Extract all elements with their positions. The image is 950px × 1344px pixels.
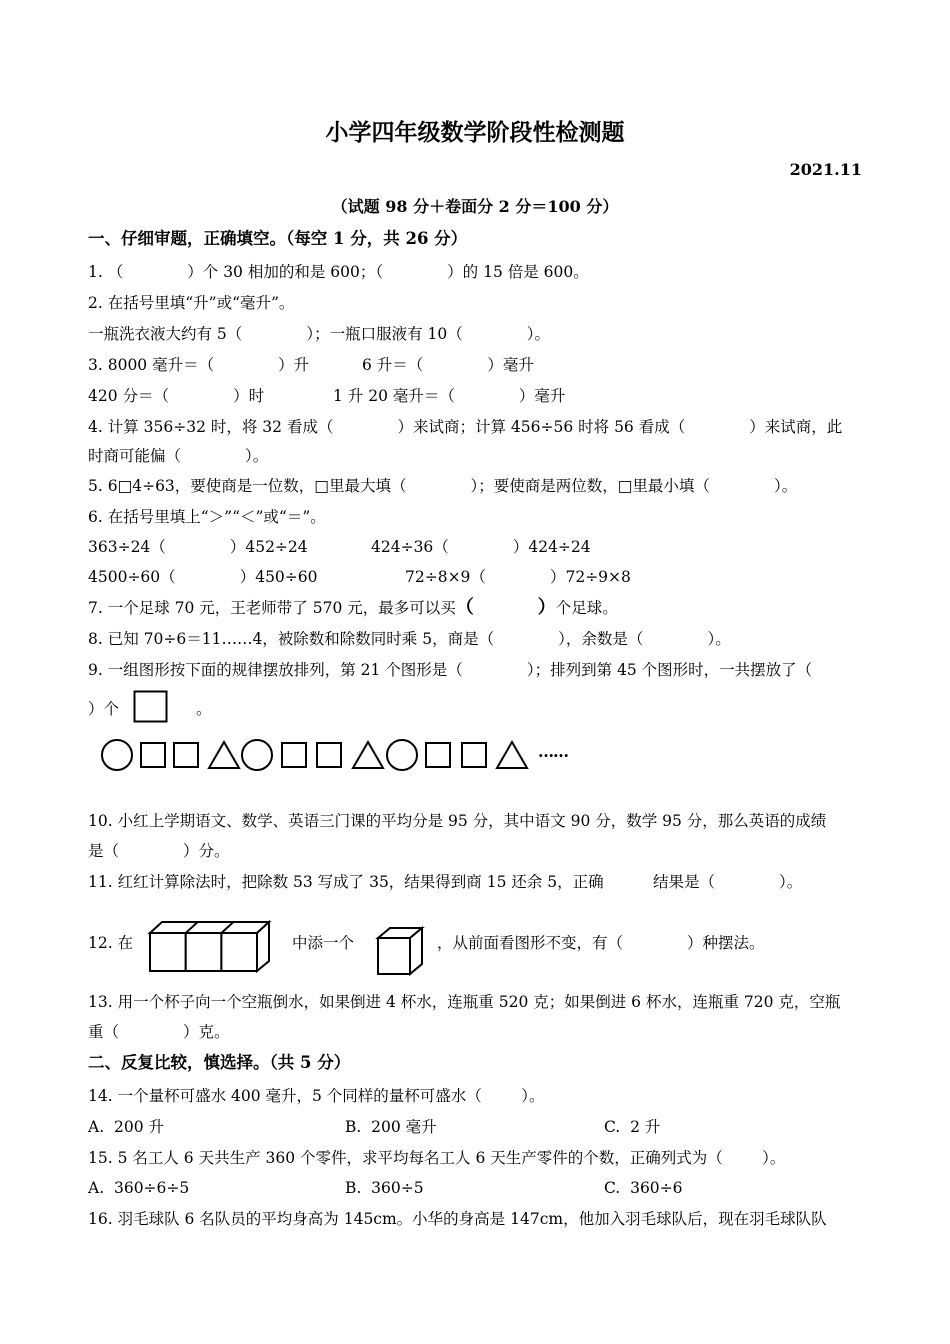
square-icon [133,690,169,724]
question-14-option-b: B. 200 毫升 [345,1118,437,1136]
question-7 [88,598,618,618]
question-6-d: 72÷8×9（ ）72÷9×8 [405,568,631,586]
shape-pattern [100,737,590,773]
question-11: 11. 红红计算除法时，把除数 53 写成了 35，结果得到商 15 还余 5，正确 结果是（ ）。 [88,873,803,891]
question-9-line-2a: ）个 [88,700,120,718]
square-shape [282,743,306,767]
question-2-items: 一瓶洗衣液大约有 5（ ）；一瓶口服液有 10（ ）。 [88,325,551,343]
question-15-option-c: C. 360÷6 [604,1179,683,1197]
question-16-stem: 16. 羽毛球队 6 名队员的平均身高为 145cm。小华的身高是 147cm，他加入羽毛球队后，现在羽毛球队队 [88,1210,827,1228]
question-3-c: 420 分＝（ ）时 [88,387,265,405]
question-4-line-2: 时商可能偏（ ）。 [88,447,269,465]
square-shape [426,743,450,767]
exam-date: 2021.11 [789,160,862,179]
pattern-ellipsis: …… [538,742,568,761]
question-15-stem: 15. 5 名工人 6 天共生产 360 个零件，求平均每名工人 6 天生产零件的个数，正确列式为（ ）。 [88,1149,786,1167]
question-6-stem: 6. 在括号里填上“＞”“＜”或“＝”。 [88,508,326,526]
question-6-c: 4500÷60（ ）450÷60 [88,568,318,586]
question-15-option-a: A. 360÷6÷5 [88,1179,190,1197]
question-7-text: 7. 一个足球 70 元，王老师带了 570 元，最多可以买 [88,599,456,617]
triangle-shape [497,742,527,768]
single-cube-icon [376,926,424,976]
question-7-open-paren: （ [455,597,474,618]
three-cube-row-icon [148,913,272,975]
question-15-option-b: B. 360÷5 [345,1179,424,1197]
score-note: （试题 98 分＋卷面分 2 分＝100 分） [331,197,619,216]
question-14-option-a: A. 200 升 [88,1118,164,1136]
question-10-line-1: 10. 小红上学期语文、数学、英语三门课的平均分是 95 分，其中语文 90 分，数学 95 分，那么英语的成绩 [88,812,827,830]
circle-shape [387,740,417,770]
question-7-close-paren: ） [537,597,556,618]
question-3-d: 1 升 20 毫升＝（ ）毫升 [333,387,566,405]
section-heading-1: 一、仔细审题，正确填空。（每空 1 分，共 26 分） [88,229,468,248]
question-7-blank [474,599,538,617]
question-3-b: 6 升＝（ ）毫升 [362,356,534,374]
question-1: 1. （ ）个 30 相加的和是 600；（ ）的 15 倍是 600。 [88,263,589,281]
question-4-line-1: 4. 计算 356÷32 时，将 32 看成（ ）来试商；计算 456÷56 时将 56 看成（ ）来试商，此 [88,418,843,436]
question-9-line-2b: 。 [196,700,212,718]
circle-shape [102,740,132,770]
question-12-a: 12. 在 [88,934,134,952]
circle-shape [242,740,272,770]
square-shape [317,743,341,767]
question-5: 5. 6□4÷63，要使商是一位数，□里最大填（ ）；要使商是两位数，□里最小填（ ）。 [88,477,798,495]
section-heading-2: 二、反复比较，慎选择。（共 5 分） [88,1053,351,1072]
question-8: 8. 已知 70÷6＝11……4，被除数和除数同时乘 5，商是（ ），余数是（ ）。 [88,630,731,648]
triangle-shape [353,742,383,768]
question-12-b: 中添一个 [292,934,355,952]
question-6-b: 424÷36（ ）424÷24 [371,538,591,556]
question-9-line-1: 9. 一组图形按下面的规律摆放排列，第 21 个图形是（ ）；排列到第 45 个图形时，一共摆放了（ [88,661,813,679]
question-3-a: 3. 8000 毫升＝（ ）升 [88,356,310,374]
question-10-line-2: 是（ ）分。 [88,842,230,860]
question-14-stem: 14. 一个量杯可盛水 400 毫升，5 个同样的量杯可盛水（ ）。 [88,1087,545,1105]
question-2-stem: 2. 在括号里填“升”或“毫升”。 [88,294,295,312]
question-13-line-2: 重（ ）克。 [88,1023,230,1041]
page-title: 小学四年级数学阶段性检测题 [325,119,625,146]
question-12-c: ，从前面看图形不变，有（ ）种摆法。 [437,934,765,952]
question-6-a: 363÷24（ ）452÷24 [88,538,308,556]
triangle-shape [209,742,239,768]
question-13-line-1: 13. 用一个杯子向一个空瓶倒水，如果倒进 4 杯水，连瓶重 520 克；如果倒进 6 杯水，连瓶重 720 克，空瓶 [88,993,841,1011]
square-shape [141,743,165,767]
question-7-suffix: 个足球。 [555,599,618,617]
question-14-option-c: C. 2 升 [604,1118,661,1136]
square-shape [174,743,198,767]
square-shape [462,743,486,767]
